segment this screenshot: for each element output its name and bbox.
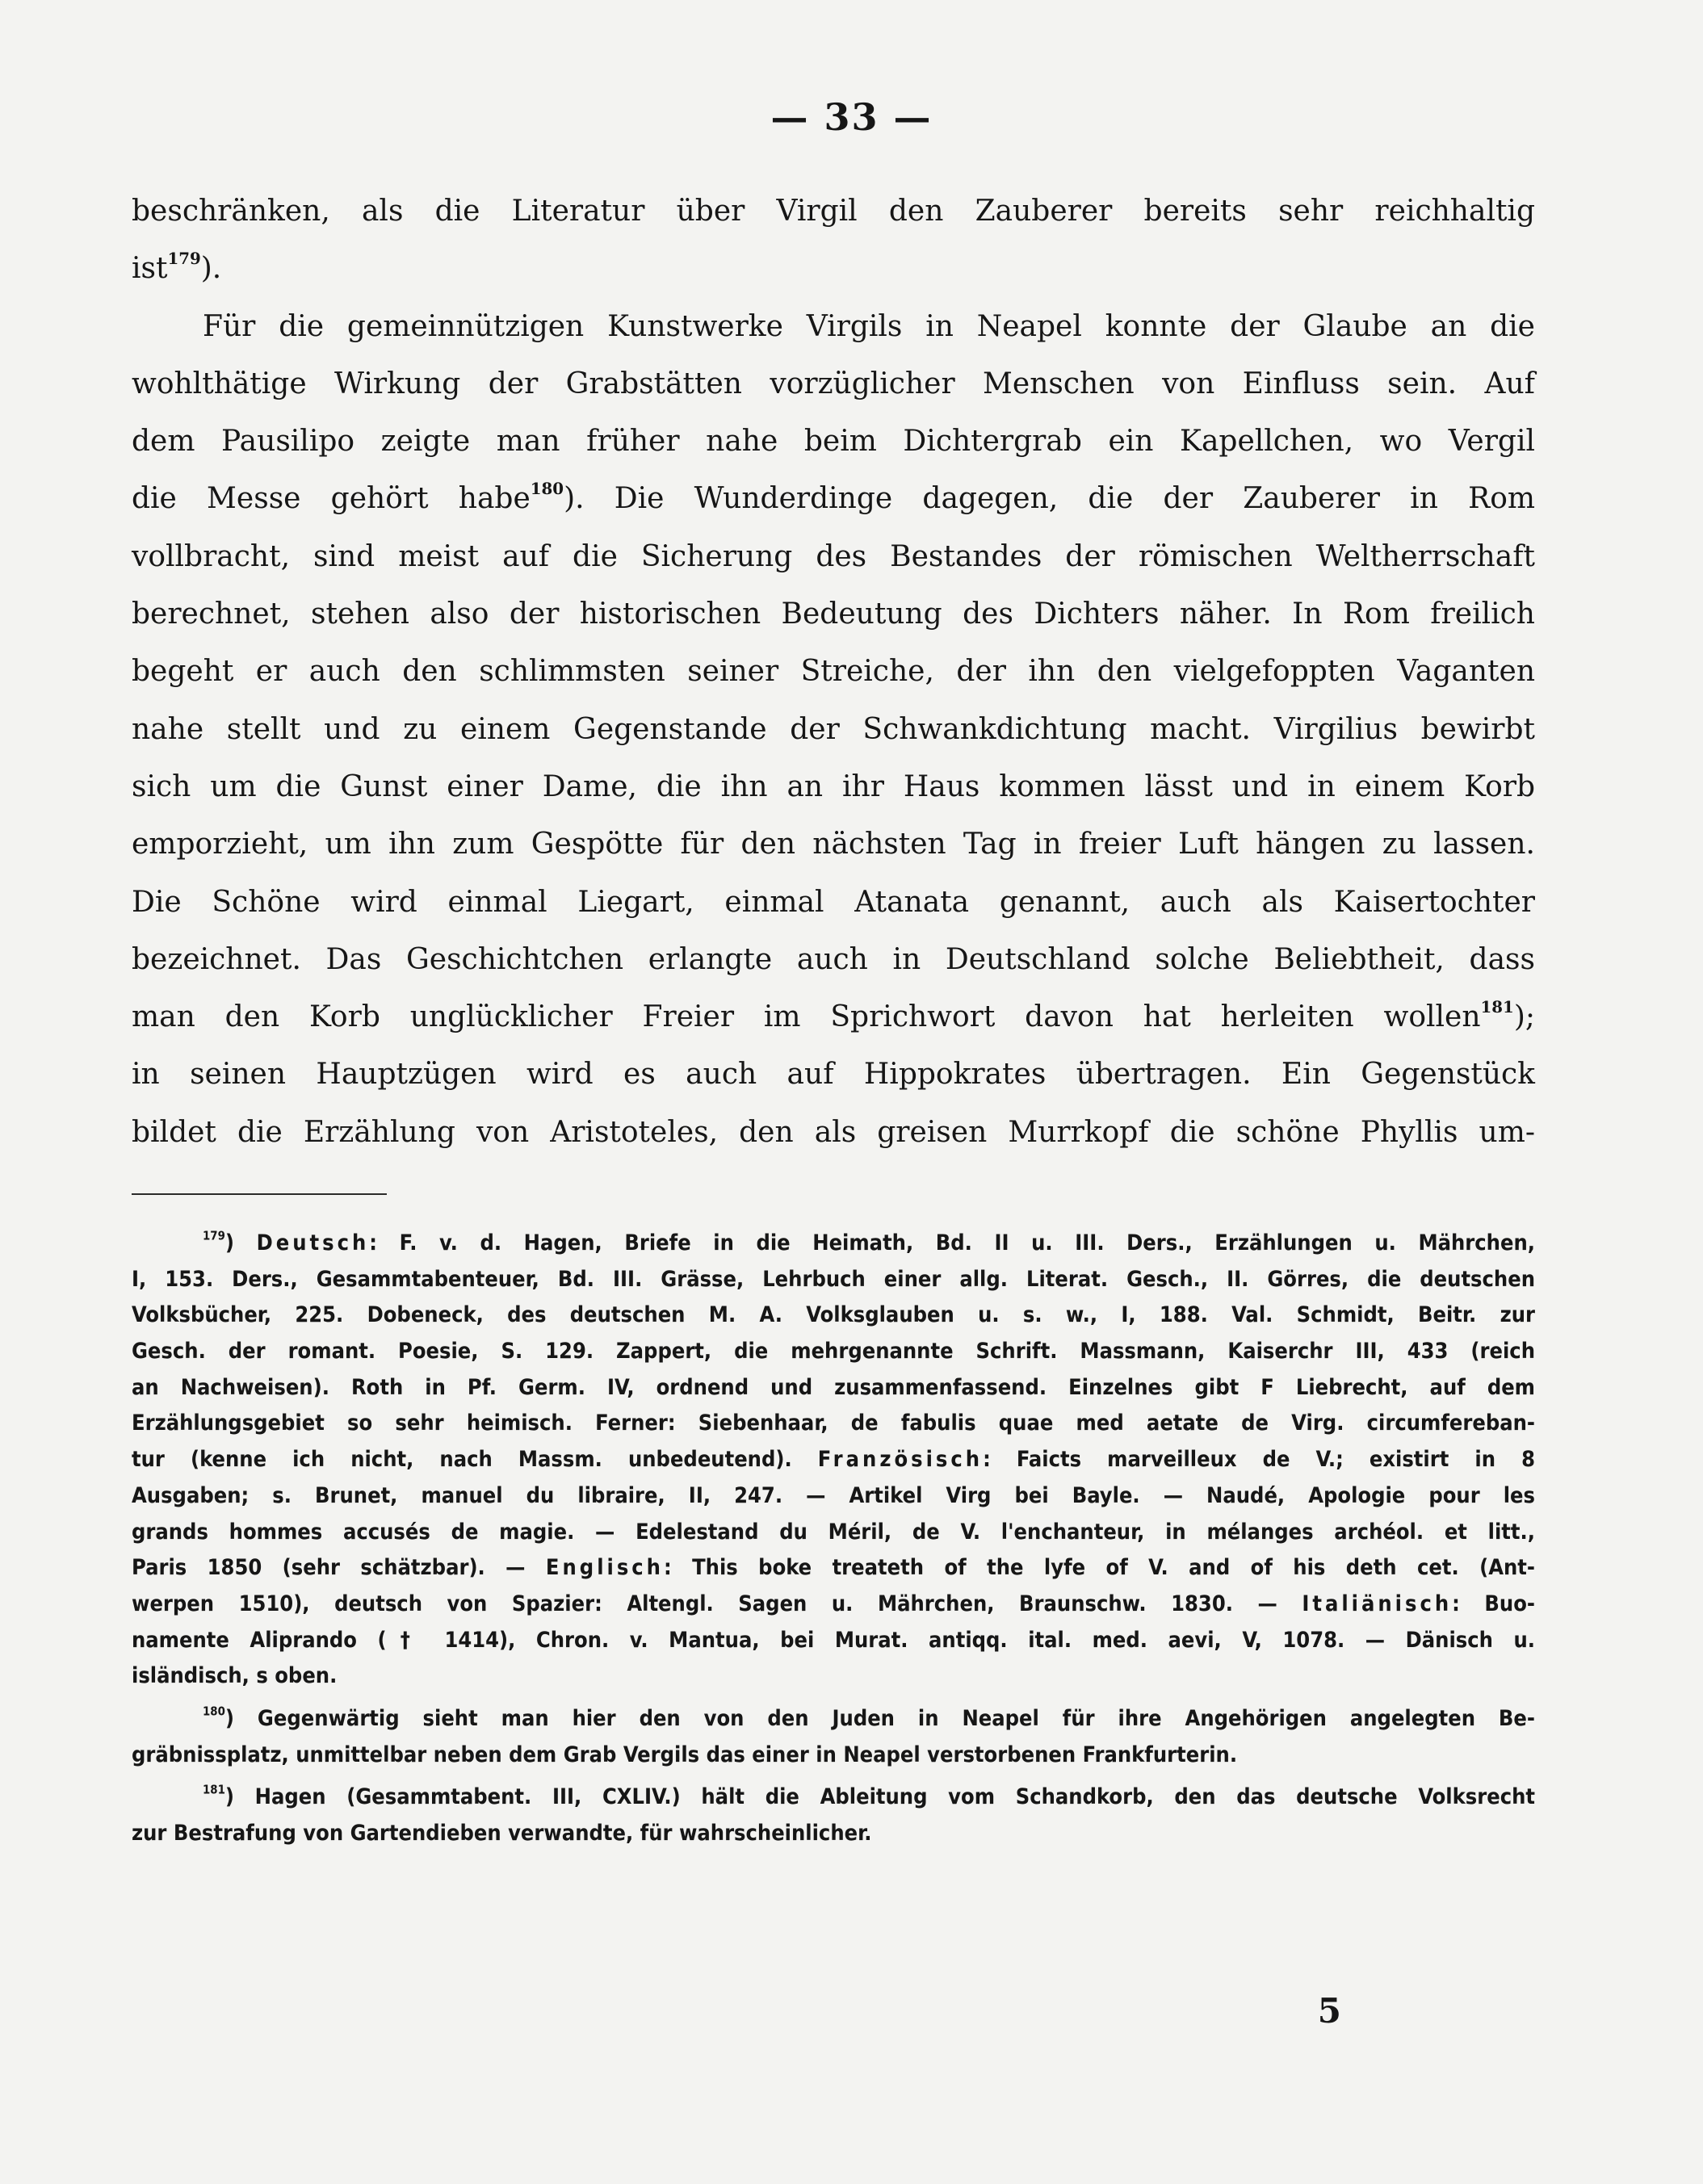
text-fragment: man den Korb unglücklicher Freier im Sprichwort davon hat herleiten wollen <box>132 1000 1481 1034</box>
text-line: bezeichnet. Das Geschichtchen erlangte auch in Deutschland solche Beliebtheit, dass <box>132 942 1535 976</box>
footnote-line: namente Aliprando († 1414), Chron. v. Mantua, bei Murat. antiqq. ital. med. aevi, V, 1078. — Dänisch u. <box>132 1627 1535 1653</box>
footnote-marker: 180 <box>203 1704 225 1719</box>
footnote-179 <box>132 1226 1535 1695</box>
language-heading: Italiänisch <box>1302 1591 1453 1616</box>
text-line: dem Pausilipo zeigte man früher nahe beim Dichtergrab ein Kapellchen, wo Vergil <box>132 425 1535 459</box>
language-heading: Französisch <box>817 1447 984 1473</box>
footnote-ref-181[interactable]: 181 <box>1480 997 1514 1017</box>
footnote-line: gräbnissplatz, unmittelbar neben dem Grab Vergils das einer in Neapel verstorbenen Frankfurterin. <box>132 1742 1238 1767</box>
footnote-line: an Nachweisen). Roth in Pf. Germ. IV, ordnend und zusammenfassend. Einzelnes gibt F Liebrecht, auf dem <box>132 1374 1535 1400</box>
text-line: emporzieht, um ihn zum Gespötte für den nächsten Tag in freier Luft hängen zu lassen. <box>132 828 1535 861</box>
text-line: beschränken, als die Literatur über Virgil den Zauberer bereits sehr reichhaltig <box>132 195 1535 228</box>
text-line: begeht er auch den schlimmsten seiner Streiche, der ihn den vielgefoppten Vaganten <box>132 655 1535 689</box>
text-fragment: ). Die Wunderdinge dagegen, die der Zauberer in Rom <box>564 482 1535 516</box>
text-fragment: : Faicts marveilleux de V.; existirt in 8 <box>983 1447 1535 1473</box>
signature-mark: 5 <box>1317 1991 1341 2031</box>
text-line: vollbracht, sind meist auf die Sicherung des Bestandes der römischen Weltherrschaft <box>132 539 1535 573</box>
footnote-ref-179[interactable]: 179 <box>167 249 201 269</box>
text-fragment: die Messe gehört habe <box>132 482 531 516</box>
text-line: wohlthätige Wirkung der Grabstätten vorzüglicher Menschen von Einfluss sein. Auf <box>132 367 1535 400</box>
text-line: in seinen Hauptzügen wird es auch auf Hippokrates übertragen. Ein Gegenstück <box>132 1058 1535 1092</box>
text-line: Für die gemeinnützigen Kunstwerke Virgils in Neapel konnte der Glaube an die <box>203 309 1535 343</box>
text-fragment: ). <box>200 252 222 286</box>
footnote-180 <box>132 1701 1535 1773</box>
text-line <box>132 240 1535 297</box>
footnote-divider <box>132 1193 387 1195</box>
footnote-line: Gesch. der romant. Poesie, S. 129. Zappert, die mehrgenannte Schrift. Massmann, Kaiserchr III, 433 (reich <box>132 1339 1535 1364</box>
language-heading: Deutsch <box>256 1230 370 1255</box>
footnote-line: Ausgaben; s. Brunet, manuel du libraire, II, 247. — Artikel Virg bei Bayle. — Naudé, Apologie pour les <box>132 1482 1535 1508</box>
text-fragment: ist <box>132 252 168 286</box>
text-fragment: Paris 1850 (sehr schätzbar). — <box>132 1555 546 1581</box>
text-fragment: : Buo- <box>1452 1591 1536 1616</box>
footnote-marker: 181 <box>203 1782 225 1797</box>
footnote-line: grands hommes accusés de magie. — Edelestand du Méril, de V. l'enchanteur, in mélanges archéol. et litt., <box>132 1519 1535 1545</box>
text-line <box>132 988 1535 1046</box>
footnote-line <box>132 1442 1535 1478</box>
footnote-line <box>132 1701 1535 1738</box>
footnote-marker: 179 <box>203 1228 225 1243</box>
footnote-line: zur Bestrafung von Gartendieben verwandte, für wahrscheinlicher. <box>132 1821 872 1846</box>
text-fragment: ); <box>1513 1000 1535 1034</box>
text-line: berechnet, stehen also der historischen Bedeutung des Dichters näher. In Rom freilich <box>132 597 1535 631</box>
footnote-line <box>132 1550 1535 1587</box>
footnote-ref-180[interactable]: 180 <box>530 479 564 499</box>
text-fragment: : This boke treateth of the lyfe of V. and of his deth cet. (Ant- <box>663 1555 1536 1581</box>
footnote-line <box>132 1587 1535 1623</box>
text-fragment: : F. v. d. Hagen, Briefe in die Heimath, Bd. II u. III. Ders., Erzählungen u. Mährchen, <box>369 1230 1535 1255</box>
text-line: bildet die Erzählung von Aristoteles, den als greisen Murrkopf die schöne Phyllis um- <box>132 1115 1535 1149</box>
main-text <box>132 182 1535 1161</box>
footnote-line: Erzählungsgebiet so sehr heimisch. Ferner: Siebenhaar, de fabulis quae med aetate de Virg. circumfereban- <box>132 1411 1535 1436</box>
footnote-line <box>132 1779 1535 1816</box>
text-line: nahe stellt und zu einem Gegenstande der Schwankdichtung macht. Virgilius bewirbt <box>132 712 1535 746</box>
page-number: — 33 — <box>770 95 933 139</box>
footnote-line: isländisch, s oben. <box>132 1663 338 1689</box>
footnote-line: Volksbücher, 225. Dobeneck, des deutschen M. A. Volksglauben u. s. w., I, 188. Val. Schmidt, Beitr. zur <box>132 1302 1535 1328</box>
text-line <box>132 470 1535 527</box>
footnote-181 <box>132 1779 1535 1851</box>
footnotes <box>132 1226 1535 1852</box>
footnote-line: I, 153. Ders., Gesammtabenteuer, Bd. III. Grässe, Lehrbuch einer allg. Literat. Gesch., II. Görres, die deutschen <box>132 1266 1535 1292</box>
footnote-line: $^{179}$) Deutsch: F. v. d. Hagen, Briefe in die Heimath, Bd. II u. III. Ders., Erzählungen u. Mährchen, <box>203 1228 1535 1255</box>
text-fragment: ) Hagen (Gesammtabent. III, CXLIV.) hält die Ableitung vom Schandkorb, den das deutsche Volksrecht <box>224 1784 1535 1810</box>
text-line: Die Schöne wird einmal Liegart, einmal Atanata genannt, auch als Kaisertochter <box>132 885 1535 919</box>
text-fragment: werpen 1510), deutsch von Spazier: Altengl. Sagen u. Mährchen, Braunschw. 1830. — <box>132 1591 1302 1616</box>
text-line: sich um die Gunst einer Dame, die ihn an ihr Haus kommen lässt und in einem Korb <box>132 769 1535 803</box>
text-fragment: ) Gegenwärtig sieht man hier den von den Juden in Neapel für ihre Angehörigen angelegten Be- <box>224 1705 1535 1731</box>
language-heading: Englisch <box>545 1555 664 1581</box>
text-fragment: tur (kenne ich nicht, nach Massm. unbedeutend). <box>132 1447 818 1473</box>
